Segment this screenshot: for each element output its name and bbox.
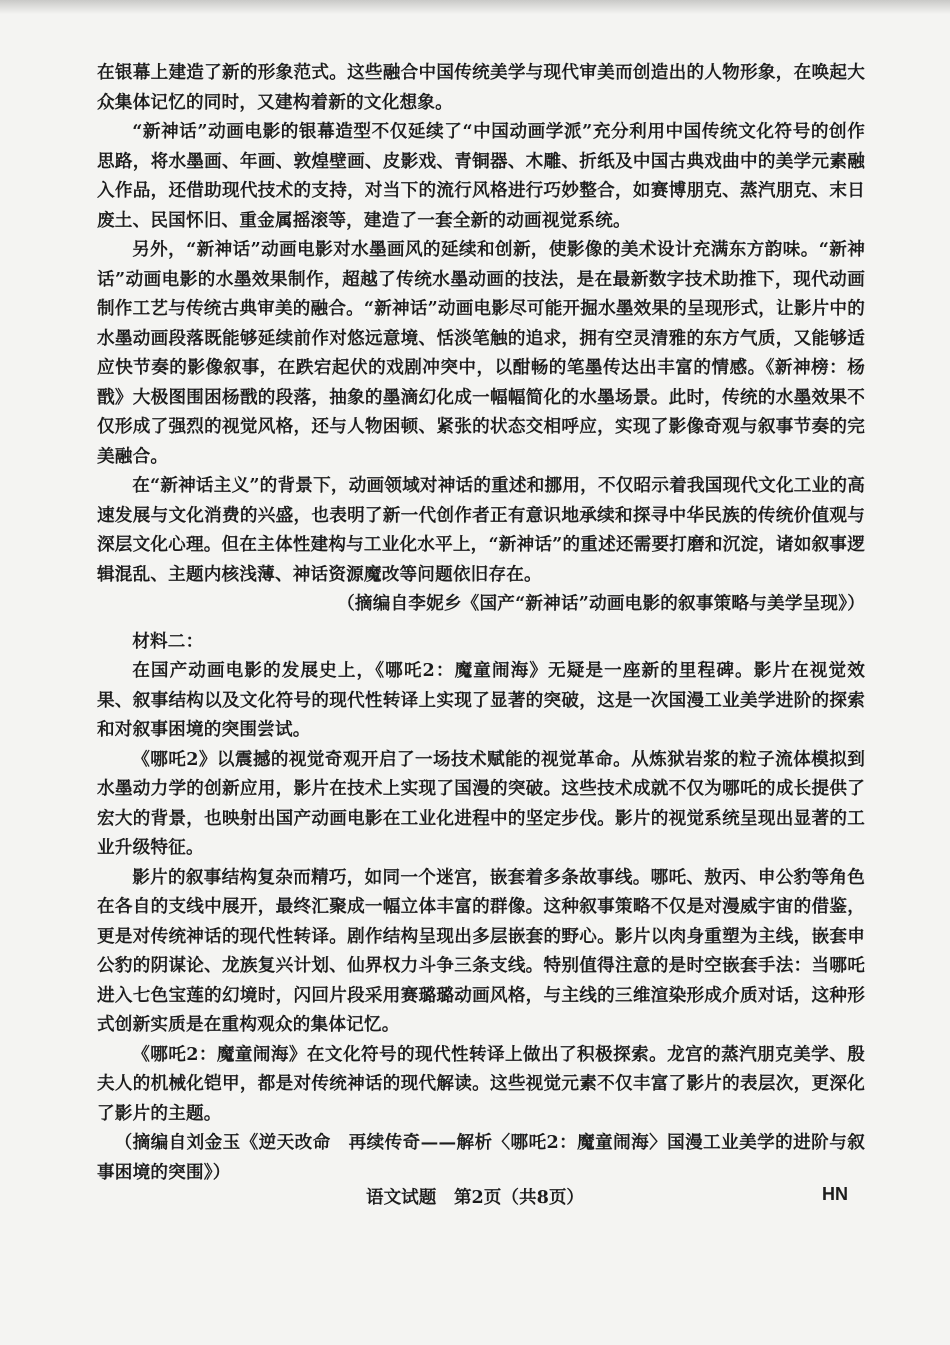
paragraph: 《哪吒2》以震撼的视觉奇观开启了一场技术赋能的视觉革命。从炼狱岩浆的粒子流体模拟到水墨动力学的创新应用，影片在技术上实现了国漫的突破。这些技术成就不仅为哪吒的成长提供了宏大的背景，也映射出国产动画电影在工业化进程中的坚定步伐。影片的视觉系统呈现出显著的工业升级特征。 [97,748,865,858]
paragraph: 在“新神话主义”的背景下，动画领域对神话的重述和挪用，不仅昭示着我国现代文化工业的高速发展与文化消费的兴盛，也表明了新一代创作者正有意识地承续和探寻中华民族的传统价值观与深层文化心理。但在主体性建构与工业化水平上，“新神话”的重述还需要打磨和沉淀，诸如叙事逻辑混乱、主题内核浅薄、神话资源魔改等问题依旧存在。 [97,475,865,585]
paragraph: 影片的叙事结构复杂而精巧，如同一个迷宫，嵌套着多条故事线。哪吒、敖丙、申公豹等角色在各自的支线中展开，最终汇聚成一幅立体丰富的群像。这种叙事策略不仅是对漫威宇宙的借鉴，更是对传统神话的现代性转译。剧作结构呈现出多层嵌套的野心。影片以肉身重塑为主线，嵌套申公豹的阴谋论、龙族复兴计划、仙界权力斗争三条支线。特别值得注意的是时空嵌套手法：当哪吒进入七色宝莲的幻境时，闪回片段采用赛璐璐动画风格，与主线的三维渲染形成介质对话，这种形式创新实质是在重构观众的集体记忆。 [97,866,865,1035]
paragraph-continuation: 在银幕上建造了新的形象范式。这些融合中国传统美学与现代审美而创造出的人物形象，在唤起大众集体记忆的同时，又建构着新的文化想象。 [97,62,865,113]
page-number-label: 语文试题 第2页（共8页） [365,1187,585,1208]
region-code: HN [822,1184,848,1204]
article-body [97,58,865,1187]
paragraph: 另外，“新神话”动画电影对水墨画风的延续和创新，使影像的美术设计充满东方韵味。“新神话”动画电影的水墨效果制作，超越了传统水墨动画的技法，是在最新数字技术助推下，现代动画制作工艺与传统古典审美的融合。“新神话”动画电影尽可能开掘水墨效果的呈现形式，让影片中的水墨动画段落既能够延续前作对悠远意境、恬淡笔触的追求，拥有空灵清雅的东方气质，又能够适应快节奏的影像叙事，在跌宕起伏的戏剧冲突中，以酣畅的笔墨传达出丰富的情感。《新神榜：杨戬》大极图围困杨戬的段落，抽象的墨滴幻化成一幅幅简化的水墨场景。此时，传统的水墨效果不仅形成了强烈的视觉风格，还与人物困顿、紧张的状态交相呼应，实现了影像奇观与叙事节奏的完美融合。 [97,239,865,467]
source-citation-2: （摘编自刘金玉《逆天改命 再续传奇——解析〈哪吒2：魔童闹海〉国漫工业美学的进阶与叙事困境的突围》） [97,1132,865,1183]
paragraph: 《哪吒2：魔童闹海》在文化符号的现代性转译上做出了积极探索。龙宫的蒸汽朋克美学、殷夫人的机械化铠甲，都是对传统神话的现代解读。这些视觉元素不仅丰富了影片的表层次，更深化了影片的主题。 [97,1043,865,1124]
source-citation-1: （摘编自李妮乡《国产“新神话”动画电影的叙事策略与美学呈现》） [337,593,865,614]
paragraph: 在国产动画电影的发展史上，《哪吒2：魔童闹海》无疑是一座新的里程碑。影片在视觉效果、叙事结构以及文化符号的现代性转译上实现了显著的突破，这是一次国漫工业美学进阶的探索和对叙事困境的突围尝试。 [97,660,865,740]
paragraph: “新神话”动画电影的银幕造型不仅延续了“中国动画学派”充分利用中国传统文化符号的创作思路，将水墨画、年画、敦煌壁画、皮影戏、青铜器、木雕、折纸及中国古典戏曲中的美学元素融入作品，还借助现代技术的支持，对当下的流行风格进行巧妙整合，如赛博朋克、蒸汽朋克、末日废土、民国怀旧、重金属摇滚等，建造了一套全新的动画视觉系统。 [97,121,865,231]
scan-top-edge [0,0,950,14]
page-footer [0,1184,950,1214]
material-2-heading: 材料二： [132,630,204,652]
